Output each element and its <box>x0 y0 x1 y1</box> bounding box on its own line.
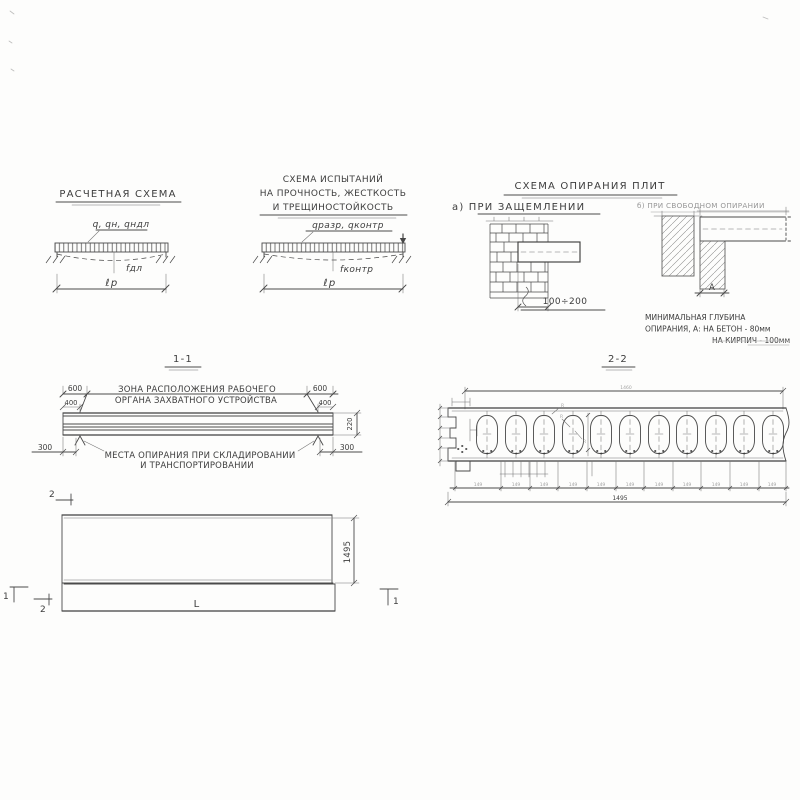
deflection-curve <box>57 254 166 261</box>
design-scheme-diagram <box>46 189 181 293</box>
case-a-label: а) ПРИ ЗАЩЕМЛЕНИИ <box>452 202 586 213</box>
cell-dim: 149 <box>767 483 777 488</box>
section-2-2-title: 2-2 <box>608 354 628 365</box>
section-mark-2-label: 2 <box>49 490 56 500</box>
plan-length-label: L <box>193 599 201 610</box>
small-dim-cluster <box>500 461 592 477</box>
storage-support-marks <box>75 436 323 445</box>
left-key-edge <box>448 408 456 461</box>
dim-300-right: 300 <box>339 443 355 452</box>
dim-400-right: 400 <box>318 399 332 407</box>
section-mark-2-top <box>49 490 73 505</box>
concrete-wall-lower <box>700 241 725 289</box>
zone-text-2: ОРГАНА ЗАХВАТНОГО УСТРОЙСТВА <box>114 396 278 406</box>
section-mark-2-label: 2 <box>40 605 47 615</box>
slab-outline-edges <box>448 408 786 461</box>
load-label: q, qн, qндл <box>92 220 150 230</box>
section-mark-1-flag <box>10 587 28 602</box>
top-width-dim: 1460 <box>620 386 632 391</box>
section-mark-1-left <box>3 587 28 602</box>
bearing-note-1: МИНИМАЛЬНАЯ ГЛУБИНА <box>645 313 746 322</box>
cell-dim: 149 <box>711 483 721 488</box>
hollow-core-voids <box>477 411 784 458</box>
break-line-symbol <box>523 287 529 306</box>
wall-top-extension <box>486 217 553 221</box>
plan-outer-edges <box>62 515 335 611</box>
bearing-dim-value: 100÷200 <box>542 297 588 307</box>
section-mark-2-flag <box>34 594 52 605</box>
support-hatch-left <box>46 256 65 263</box>
places-text-2: И ТРАНСПОРТИРОВАНИИ <box>140 461 254 471</box>
bearing-case-a-detail <box>452 202 605 311</box>
places-text-1: МЕСТА ОПИРАНИЯ ПРИ СКЛАДИРОВАНИИ <box>104 451 296 461</box>
span-label: ℓр <box>105 278 119 289</box>
left-inner-steps <box>470 419 477 441</box>
web-dim-verticals <box>455 461 786 491</box>
total-width-dim: 1495 <box>612 495 628 502</box>
section-1-1-diagram <box>32 354 362 471</box>
section-mark-1-label: 1 <box>3 592 10 602</box>
bearing-note-2: ОПИРАНИЯ, А: НА БЕТОН - 80мм <box>645 324 771 334</box>
dim-400-left: 400 <box>64 399 78 407</box>
distributed-load-beam <box>55 243 168 252</box>
brick-joint-lines <box>490 224 548 298</box>
support-leader-lines <box>84 441 314 451</box>
support-hatch-right <box>392 256 411 263</box>
deflection-label: fдл <box>126 264 143 274</box>
deflection-curve <box>264 254 403 260</box>
bearing-case-b-detail <box>637 201 791 297</box>
cell-dim: 149 <box>625 483 635 488</box>
section-mark-1-right <box>380 589 399 607</box>
radius-label-1: R <box>560 415 564 420</box>
deflection-label: fконтр <box>340 265 374 275</box>
load-leader-line <box>88 231 99 242</box>
scan-specks <box>9 11 768 71</box>
brick-course-lines <box>490 224 548 298</box>
radius-leader-lines <box>552 408 588 456</box>
plan-body-lines <box>62 515 335 611</box>
cell-dim: 149 <box>539 483 549 488</box>
cell-dim: 149 <box>596 483 606 488</box>
zone-text-1: ЗОНА РАСПОЛОЖЕНИЯ РАБОЧЕГО <box>118 385 276 395</box>
section-mark-2-bottom <box>34 594 52 615</box>
dim-600-right: 600 <box>312 384 328 393</box>
radius-label-2: R <box>583 440 587 445</box>
test-title-3: И ТРЕЩИНОСТОЙКОСТЬ <box>272 203 394 213</box>
section-2-2-diagram <box>438 341 789 506</box>
support-hatch-left <box>253 256 272 263</box>
concrete-wall-upper <box>662 216 694 276</box>
dim-300-left: 300 <box>37 443 53 452</box>
distributed-load-beam <box>262 243 405 252</box>
cell-dim: 149 <box>682 483 692 488</box>
slab-elevation-lines <box>63 413 333 435</box>
section-1-1-title: 1-1 <box>173 354 193 365</box>
radius-label-3: R <box>561 404 565 409</box>
bearing-note-3: НА КИРПИЧ - 100мм <box>712 336 791 345</box>
cell-dim: 149 <box>739 483 749 488</box>
support-hatch-right <box>156 256 175 263</box>
test-scheme-diagram <box>253 173 411 293</box>
cell-dim: 149 <box>511 483 521 488</box>
bearing-depth-label: А <box>708 283 716 293</box>
prestressing-strand-dots <box>458 446 778 454</box>
bearing-title: СХЕМА ОПИРАНИЯ ПЛИТ <box>514 181 666 192</box>
scan-speck <box>9 11 768 71</box>
left-dim-chain <box>440 404 455 466</box>
support-ticks <box>264 252 403 257</box>
support-ticks <box>57 252 166 257</box>
dim-600-left: 600 <box>67 384 83 393</box>
edge-small-dim <box>452 398 470 406</box>
plan-inner-thin-lines <box>64 518 331 580</box>
design-scheme-title: РАСЧЕТНАЯ СХЕМА <box>59 189 177 200</box>
bearing-scheme-diagram <box>452 181 791 345</box>
plan-view-diagram <box>3 490 399 615</box>
section-mark-1-label: 1 <box>393 597 400 607</box>
cell-dim: 149 <box>568 483 578 488</box>
slab-break-dashes <box>783 217 791 241</box>
case-b-label: б) ПРИ СВОБОДНОМ ОПИРАНИИ <box>637 201 765 210</box>
cell-dim: 149 <box>473 483 483 488</box>
load-leader-line <box>302 232 313 242</box>
span-label: ℓр <box>323 278 337 289</box>
plan-width-dim: 1495 <box>343 540 353 564</box>
test-title-1: СХЕМА ИСПЫТАНИЙ <box>282 175 384 185</box>
void-axis-lines <box>487 411 773 458</box>
test-title-2: НА ПРОЧНОСТЬ, ЖЕСТКОСТЬ <box>259 189 407 199</box>
cell-dim: 149 <box>654 483 664 488</box>
left-bottom-tab <box>456 461 470 471</box>
section-mark-2-flag <box>56 494 73 505</box>
dim-height-220: 220 <box>346 417 354 431</box>
load-label: qразр, qконтр <box>312 221 384 231</box>
